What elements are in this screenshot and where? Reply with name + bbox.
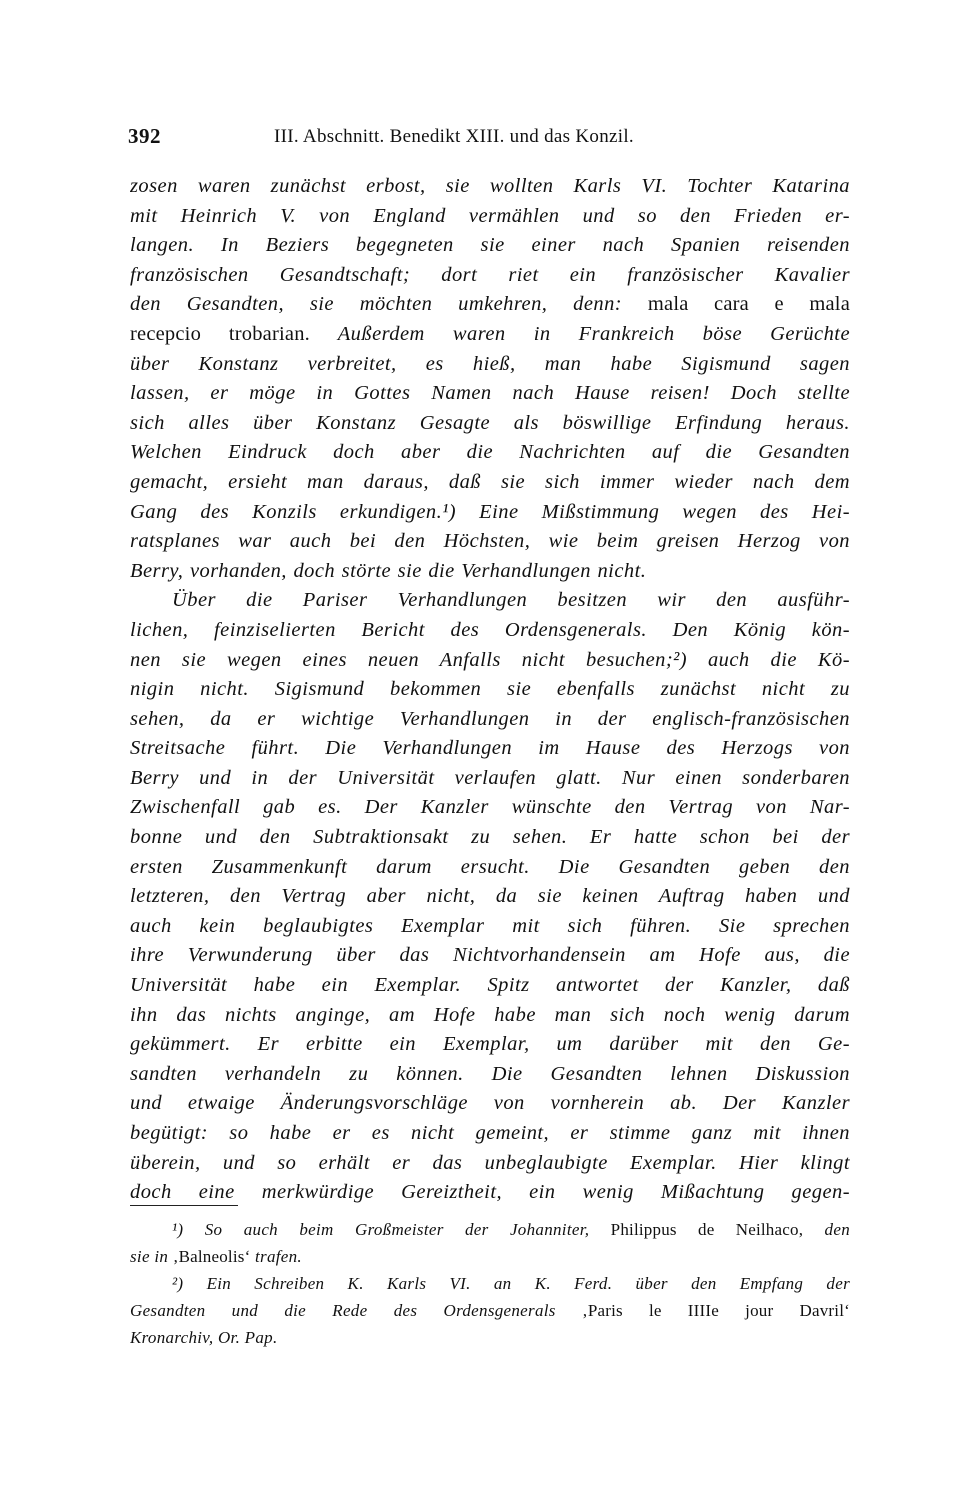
text-line: ihn das nichts anginge, am Hofe habe man sich noch wenig darum — [130, 1003, 850, 1026]
text-line: gekümmert. Er erbitte ein Exemplar, um darüber mit den Ge- — [130, 1033, 850, 1056]
text-line: überein, und so erhält er das unbeglaubigte Exemplar. Hier klingt — [130, 1151, 850, 1174]
text-line: sich alles über Konstanz Gesagte als böswillige Erfindung heraus. — [130, 411, 850, 434]
text-line: mit Heinrich V. von England vermählen und so den Frieden er- — [130, 204, 850, 227]
text-line: ratsplanes war auch bei den Höchsten, wie beim greisen Herzog von — [130, 530, 850, 553]
footnote-line: ¹) So auch beim Großmeister der Johanniter, Philippus de Neilhaco, den — [172, 1220, 850, 1239]
text-line: langen. In Beziers begegneten sie einer nach Spanien reisenden — [130, 234, 850, 257]
running-head — [128, 124, 848, 154]
footnotes — [130, 1216, 850, 1351]
body-text — [130, 172, 850, 1208]
page-number: 392 — [128, 124, 161, 148]
text-line: Streitsache führt. Die Verhandlungen im Hause des Herzogs von — [130, 737, 850, 760]
text-line: doch eine merkwürdige Gereiztheit, ein wenig Mißachtung gegen- — [130, 1181, 850, 1204]
text-line: ihre Verwunderung über das Nichtvorhandensein am Hofe aus, die — [130, 944, 850, 967]
footnote-divider — [130, 1205, 238, 1206]
text-line: nigin nicht. Sigismund bekommen sie ebenfalls zunächst nicht zu — [130, 678, 850, 701]
text-line: recepcio trobarian. Außerdem waren in Frankreich böse Gerüchte — [130, 322, 850, 345]
text-line: nen sie wegen eines neuen Anfalls nicht besuchen;²) auch die Kö- — [130, 648, 850, 671]
text-line: bonne und den Subtraktionsakt zu sehen. Er hatte schon bei der — [130, 826, 850, 849]
footnote-line: ²) Ein Schreiben K. Karls VI. an K. Ferd. über den Empfang der — [172, 1274, 850, 1293]
text-line: den Gesandten, sie möchten umkehren, denn: mala cara e mala — [130, 293, 850, 316]
running-title: III. Abschnitt. Benedikt XIII. und das Konzil. — [274, 126, 634, 147]
text-line: lichen, feinziselierten Bericht des Ordensgenerals. Den König kön- — [130, 618, 850, 641]
text-line: und etwaige Änderungsvorschläge von vornherein ab. Der Kanzler — [130, 1092, 850, 1115]
text-line: letzteren, den Vertrag aber nicht, da sie keinen Auftrag haben und — [130, 885, 850, 908]
footnote-line: Kronarchiv, Or. Pap. — [130, 1328, 278, 1347]
text-line: gemacht, ersieht man daraus, daß sie sich immer wieder nach dem — [130, 470, 850, 493]
text-line: zosen waren zunächst erbost, sie wollten Karls VI. Tochter Katarina — [130, 175, 850, 197]
text-line: begütigt: so habe er es nicht gemeint, er stimme ganz mit ihnen — [130, 1122, 850, 1144]
text-line: auch kein beglaubigtes Exemplar mit sich führen. Sie sprechen — [130, 914, 850, 937]
text-line: lassen, er möge in Gottes Namen nach Hause reisen! Doch stellte — [130, 382, 850, 405]
text-line: Über die Pariser Verhandlungen besitzen wir den ausführ- — [172, 589, 850, 612]
text-line: französischen Gesandtschaft; dort riet ein französischer Kavalier — [130, 263, 850, 286]
text-line: sandten verhandeln zu können. Die Gesandten lehnen Diskussion — [130, 1062, 850, 1085]
text-line: Welchen Eindruck doch aber die Nachrichten auf die Gesandten — [130, 441, 850, 464]
footnote-line: Gesandten und die Rede des Ordensgenerals ‚Paris le IIIIe jour Davril‘ — [130, 1301, 850, 1320]
footnote-line: sie in ‚Balneolis‘ trafen. — [130, 1247, 302, 1266]
text-line: Berry, vorhanden, doch störte sie die Verhandlungen nicht. — [130, 559, 647, 582]
text-line: über Konstanz verbreitet, es hieß, man habe Sigismund sagen — [130, 352, 850, 375]
text-line: Zwischenfall gab es. Der Kanzler wünschte den Vertrag von Nar- — [130, 796, 850, 819]
text-line: sehen, da er wichtige Verhandlungen in der englisch-französischen — [130, 707, 850, 730]
text-line: Berry und in der Universität verlaufen glatt. Nur einen sonderbaren — [130, 766, 850, 789]
text-line: ersten Zusammenkunft darum ersucht. Die Gesandten geben den — [130, 855, 850, 878]
text-line: Universität habe ein Exemplar. Spitz antwortet der Kanzler, daß — [130, 974, 850, 997]
text-line: Gang des Konzils erkundigen.¹) Eine Mißstimmung wegen des Hei- — [130, 500, 850, 523]
